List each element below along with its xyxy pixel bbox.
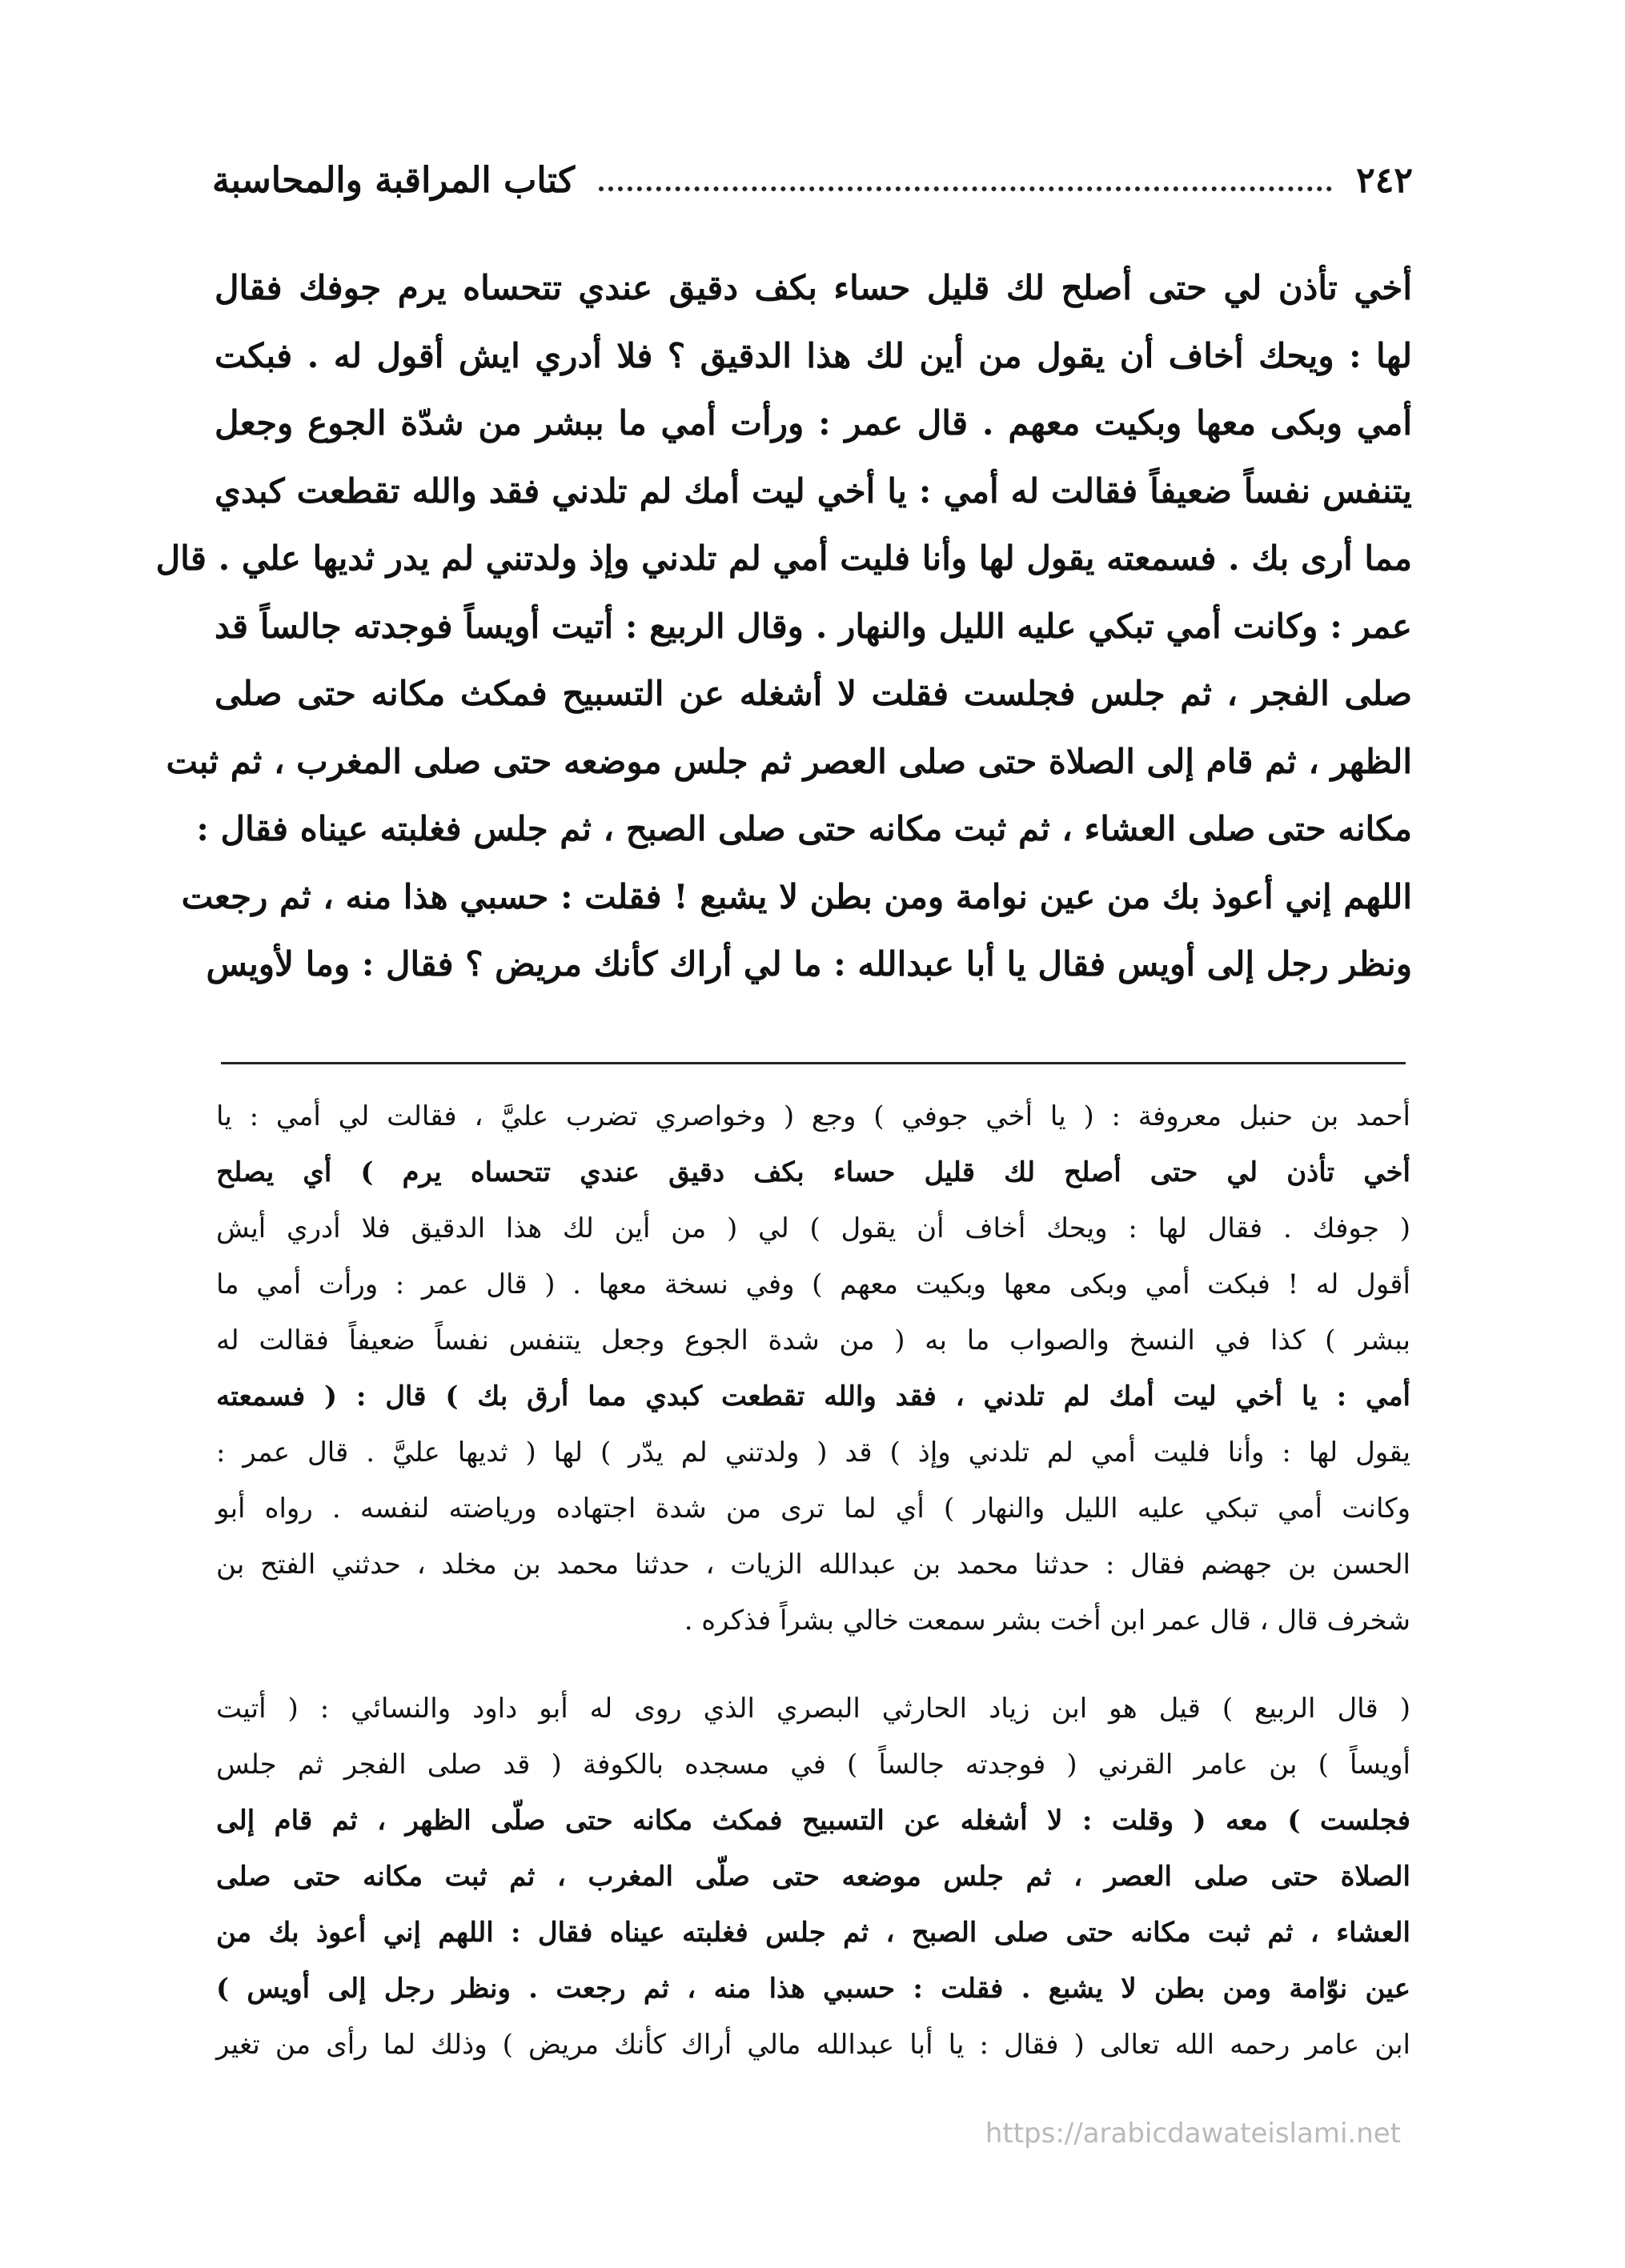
commentary-line: الحسن بن جهضم فقال : حدثنا محمد بن عبدالله الزيات ، حدثنا محمد بن مخلد ، حدثني الفتح بن bbox=[216, 1549, 1410, 1581]
main-text-line: مما أرى بك . فسمعته يقول لها وأنا فليت أمي لم تلدني وإذ ولدتني لم يدر ثديها علي . قال bbox=[155, 539, 1412, 578]
main-text-line: اللهم إني أعوذ بك من عين نوامة ومن بطن لا يشبع ! فقلت : حسبي هذا منه ، ثم رجعت bbox=[181, 876, 1412, 916]
commentary-line: يقول لها : وأنا فليت أمي لم تلدني وإذ ) قد ( ولدتني لم يدّر ) لها ( ثديها عليَّ . قال عمر : bbox=[216, 1437, 1410, 1469]
commentary-line: ابن عامر رحمه الله تعالى ( فقال : يا أبا عبدالله مالي أراك كأنك مريض ) وذلك لما رأى من تغير bbox=[216, 2029, 1410, 2061]
commentary-line: أقول له ! فبكت أمي وبكى معها وبكيت معهم ) وفي نسخة معها . ( قال عمر : ورأت أمي ما bbox=[216, 1268, 1410, 1300]
main-text-line: الظهر ، ثم قام إلى الصلاة حتى صلى العصر ثم جلس موضعه حتى صلى المغرب ، ثم ثبت bbox=[166, 741, 1412, 781]
commentary-paragraph-1 bbox=[216, 1088, 1410, 1649]
book-title: كتاب المراقبة والمحاسبة bbox=[212, 159, 576, 201]
footnote-separator bbox=[221, 1062, 1406, 1064]
main-text-line: عمر : وكانت أمي تبكي عليه الليل والنهار . وقال الربيع : أتيت أويساً فوجدته جالساً قد bbox=[215, 606, 1412, 646]
commentary-line: العشاء ، ثم ثبت مكانه حتى صلى الصبح ، ثم جلس فغلبته عيناه فقال : اللهم إني أعوذ بك من bbox=[216, 1917, 1410, 1949]
watermark-url: https://arabicdawateislami.net bbox=[985, 2118, 1401, 2150]
main-text-line: مكانه حتى صلى العشاء ، ثم ثبت مكانه حتى صلى الصبح ، ثم جلس فغلبته عيناه فقال : bbox=[196, 809, 1412, 848]
commentary-line: وكانت أمي تبكي عليه الليل والنهار ) أي لما ترى من شدة اجتهاده ورياضته لنفسه . رواه أبو bbox=[216, 1493, 1410, 1525]
main-text bbox=[155, 254, 1412, 999]
commentary-line: عين نوّامة ومن بطن لا يشبع . فقلت : حسبي هذا منه ، ثم رجعت . ونظر رجل إلى أويس ) bbox=[216, 1973, 1410, 2005]
commentary-line: ( قال الربيع ) قيل هو ابن زياد الحارثي البصري الذي روى له أبو داود والنسائي : ( أتيت bbox=[216, 1693, 1410, 1725]
main-text-line: لها : ويحك أخاف أن يقول من أين لك هذا الدقيق ؟ فلا أدري ايش أقول له . فبكت bbox=[215, 335, 1412, 375]
main-text-line: أمي وبكى معها وبكيت معهم . قال عمر : ورأت أمي ما ببشر من شدّة الجوع وجعل bbox=[215, 403, 1412, 443]
page-number: ٢٤٢ bbox=[1356, 159, 1413, 201]
commentary-line: أويساً ) بن عامر القرني ( فوجدته جالساً ) في مسجده بالكوفة ( قد صلى الفجر ثم جلس bbox=[216, 1749, 1410, 1781]
main-text-line: يتنفس نفساً ضعيفاً فقالت له أمي : يا أخي ليت أمك لم تلدني فقد والله تقطعت كبدي bbox=[215, 471, 1412, 511]
commentary-notes bbox=[216, 1088, 1410, 2073]
main-text-line: أخي تأذن لي حتى أصلح لك قليل حساء بكف دقيق عندي تتحساه يرم جوفك فقال bbox=[215, 268, 1412, 307]
commentary-line: أحمد بن حنبل معروفة : ( يا أخي جوفي ) وجع ( وخواصري تضرب عليَّ ، فقالت لي أمي : يا bbox=[216, 1100, 1410, 1132]
main-text-line: صلى الفجر ، ثم جلس فجلست فقلت لا أشغله عن التسبيح فمكث مكانه حتى صلى bbox=[215, 674, 1412, 713]
commentary-line: فجلست ) معه ( وقلت : لا أشغله عن التسبيح فمكث مكانه حتى صلّى الظهر ، ثم قام إلى bbox=[216, 1805, 1410, 1837]
commentary-paragraph-2 bbox=[216, 1681, 1410, 2073]
running-header bbox=[212, 152, 1413, 208]
header-dot-leader bbox=[599, 186, 1332, 191]
commentary-line: الصلاة حتى صلى العصر ، ثم جلس موضعه حتى صلّى المغرب ، ثم ثبت مكانه حتى صلى bbox=[216, 1861, 1410, 1893]
commentary-line: ( جوفك . فقال لها : ويحك أخاف أن يقول ) لي ( من أين لك هذا الدقيق فلا أدري أيش bbox=[216, 1212, 1410, 1244]
commentary-line: شخرف قال ، قال عمر ابن أخت بشر سمعت خالي بشراً فذكره . bbox=[684, 1605, 1410, 1637]
commentary-line: ببشر ) كذا في النسخ والصواب ما به ( من شدة الجوع وجعل يتنفس نفساً ضعيفاً فقالت له bbox=[216, 1324, 1410, 1356]
main-text-line: ونظر رجل إلى أويس فقال يا أبا عبدالله : ما لي أراك كأنك مريض ؟ فقال : وما لأويس bbox=[206, 944, 1412, 984]
commentary-line: أخي تأذن لي حتى أصلح لك قليل حساء بكف دقيق عندي تتحساه يرم ) أي يصلح bbox=[216, 1156, 1410, 1188]
commentary-line: أمي : يا أخي ليت أمك لم تلدني ، فقد والله تقطعت كبدي مما أرق بك ) قال : ( فسمعته bbox=[216, 1380, 1410, 1412]
